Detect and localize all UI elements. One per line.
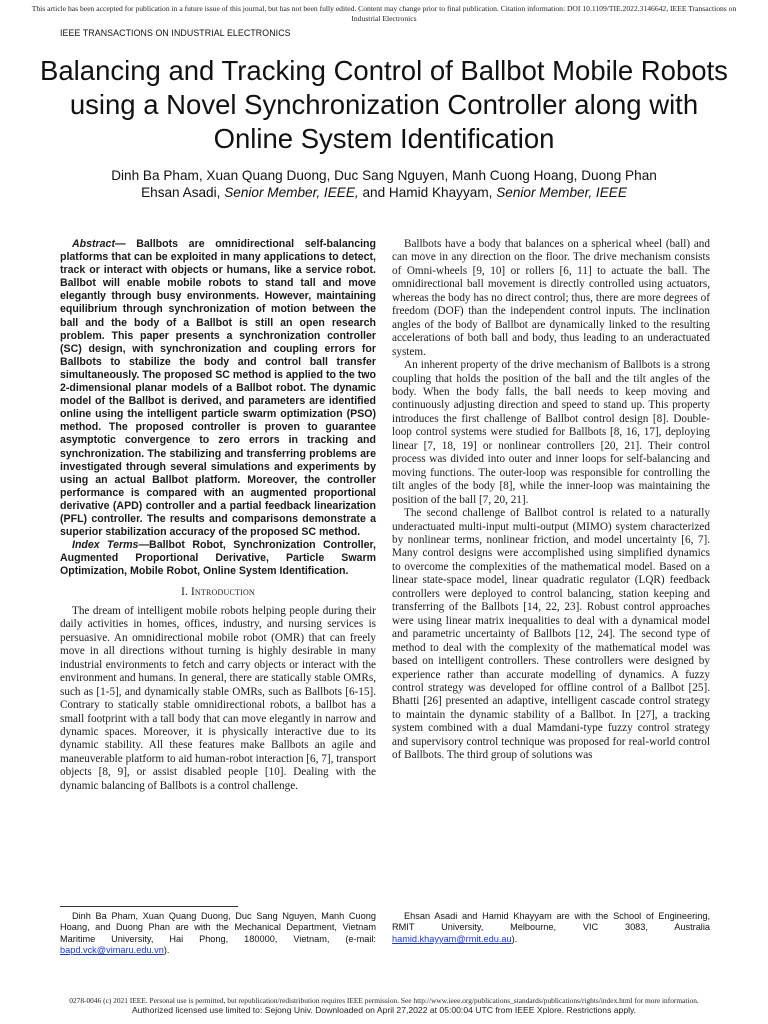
paper-title: Balancing and Tracking Control of Ballbot Mobile Robots using a Novel Synchronization Controller along with Online System Identification [40, 55, 728, 154]
body-paragraph: Ballbots have a body that balances on a spherical wheel (ball) and can move in any direction on the floor. The drive mechanism consists of Omni-wheels [9, 10] or rollers [6, 11] to actuate the ball. The omnidirectional ball movement is directly controlled using actuators, whereas the body has no direct control; thus, there are more degrees of freedom (DOF) than the independent control inputs. The inclination angles of the body of Ballbot are dynamically linked to the resulting accelerations of both ball and body, thus leading to an underactuated system. [392, 238, 710, 358]
author-khayyam: and Hamid Khayyam, [358, 185, 497, 200]
footnote-end: ). [511, 933, 518, 944]
author-line-1: Dinh Ba Pham, Xuan Quang Duong, Duc Sang Nguyen, Manh Cuong Hoang, Duong Phan [111, 168, 657, 183]
copyright-notice: 0278-0046 (c) 2021 IEEE. Personal use is permitted, but republication/redistribution requires IEEE permission. See http://www.ieee.org/publications_standards/publications/rights/index.html for more information. [69, 996, 699, 1005]
email-link-pham[interactable]: bapd.vck@vimaru.edu.vn [60, 945, 164, 956]
left-column [60, 238, 376, 793]
acceptance-notice: This article has been accepted for publication in a future issue of this journal, but has not been fully edited. Content may change prior to final publication. Citation information: DOI 10.1109/TIE.2022.3146642, IEEE Transactions on Industrial Electronics [31, 4, 737, 23]
author-list [30, 167, 738, 201]
index-terms [60, 539, 376, 578]
member-grade: Senior Member, IEEE, [224, 185, 359, 200]
footnote-end: ). [163, 945, 170, 956]
index-terms-label: Index Terms [72, 539, 139, 552]
author-line-2 [30, 184, 738, 201]
right-column [392, 238, 710, 763]
abstract-label: Abstract— [72, 238, 126, 250]
abstract-text: Ballbots are omnidirectional self-balancing platforms that can be exploited in many applications to detect, track or interact with objects or humans, like a service robot. Ballbot will enable mobile robots to stand tall and move elegantly through busy environments. However, maintaining equilibrium through synchronization of motion between the ball and the body of a Ballbot is still an open research problem. This paper presents a synchronization controller (SC) design, with synchronization and coupling errors for Ballbots to stabilize the body and control ball transfer simultaneously. The proposed SC method is applied to the two 2-dimensional planar models of a Ballbot robot. The dynamic model of the Ballbot is derived, and parameters are identified online using the intelligent particle swarm optimization (PSO) method. The proposed controller is proven to guarantee asymptotic convergence to zero errors in tracking and synchronization. The stabilizing and transferring problems are investigated through several simulations and experiments by using an actual Ballbot platform. Moreover, the controller performance is compared with an augmented proportional derivative (APD) controller and a partial feedback linearization (PFL) controller. The results and comparisons demonstrate a superior stabilization accuracy of the proposed SC method. [60, 238, 376, 539]
intro-paragraph: The dream of intelligent mobile robots helping people during their daily activities in homes, offices, industry, and nursing services is persuasive. An omnidirectional mobile robot (OMR) that can freely move in all directions without turning is highly desirable in many industrial environments to fetch and carry objects or interact with the environment and humans. In general, there are statically stable OMRs, such as [1-5], and dynamically stable OMRs, such as Ballbots [6-15]. Contrary to statically stable omnidirectional robots, a ballbot has a small footprint with a tall body that can move elegantly in narrow and dynamic spaces. Moreover, it is physically interactive due to its dynamic stability. All these features make Ballbots an agile and maneuverable platform to aid human-robot interaction [6, 7], transport objects [8, 9], or assist disabled people [10]. Dealing with the dynamic balancing of Ballbots is a control challenge. [60, 604, 376, 792]
member-grade: Senior Member, IEEE [496, 185, 627, 200]
email-link-khayyam[interactable]: hamid.khayyam@rmit.edu.au [392, 933, 512, 944]
footnote-affiliation-right [392, 911, 710, 945]
license-notice: Authorized licensed use limited to: Sejong Univ. Downloaded on April 27,2022 at 05:00:04 UTC from IEEE Xplore. Restrictions apply. [131, 1005, 637, 1015]
body-paragraph: The second challenge of Ballbot control is related to a naturally underactuated multi-input multi-output (MIMO) system characterized by nonlinear terms, nonlinear friction, and model uncertainty [6, 7]. Many control designs were accomplished using simplified dynamics to overcome the complexities of the mathematical model. Based on a linear state-space model, linear quadratic regulator (LQR) feedback controllers were deployed to control balancing, station keeping and transferring of the Ballbots [14, 22, 23]. Robust control approaches were using linear matrix inequalities to deal with a dynamical model and parametric uncertainty of Ballbots [12, 24]. The second type of method to deal with the complexity of the mathematical model was based on intelligent controllers. These controllers were designed by experience rather than accurate modelling of dynamics. A fuzzy control strategy was developed for offline control of a Ballbot [25]. Bhatti [26] presented an adaptive, intelligent cascade control strategy to maintain the dynamic stability of a Ballbot. In [27], a tracking system combined with a dual Mamdani-type fuzzy control strategy and supervisory control technique was proposed for real-world control of Ballbots. The third group of solutions was [392, 507, 710, 762]
footnote-affiliation-left [60, 911, 376, 957]
footnote-rule [60, 906, 238, 907]
author-asadi: Ehsan Asadi, [141, 185, 225, 200]
footnote-text: Dinh Ba Pham, Xuan Quang Duong, Duc Sang Nguyen, Manh Cuong Hoang, and Duong Phan are with the Mechanical Department, Vietnam Maritime University, Hai Phong, 180000, Vietnam, (e-mail: [60, 911, 376, 944]
body-paragraph: An inherent property of the drive mechanism of Ballbots is a strong coupling that holds the position of the ball and the tilt angles of the body. When the body falls, the ball needs to keep moving and continuously adjusting direction and speed to stand up. This property introduces the first challenge of Ballbot control design [8]. Double-loop control systems were studied for Ballbots [8, 16, 17], deploying linear [7, 18, 19] or nonlinear controllers [20, 21]. Their control process was divided into outer and inner loops for self-balancing and moving functions. The outer-loop was responsible for controlling the tilt angles of the body [8], while the inner-loop was maintaining the position of the ball [7, 20, 21]. [392, 359, 710, 506]
section-heading-introduction: I. Introduction [181, 586, 255, 599]
footnote-text: Ehsan Asadi and Hamid Khayyam are with the School of Engineering, RMIT University, Melbourne, VIC 3083, Australia [392, 911, 710, 933]
journal-name: IEEE TRANSACTIONS ON INDUSTRIAL ELECTRONICS [60, 28, 291, 38]
index-terms-text: —Ballbot Robot, Synchronization Controller, Augmented Proportional Derivative, Particle Swarm Optimization, Mobile Robot, Online System Identification. [60, 539, 376, 578]
abstract [60, 238, 376, 539]
